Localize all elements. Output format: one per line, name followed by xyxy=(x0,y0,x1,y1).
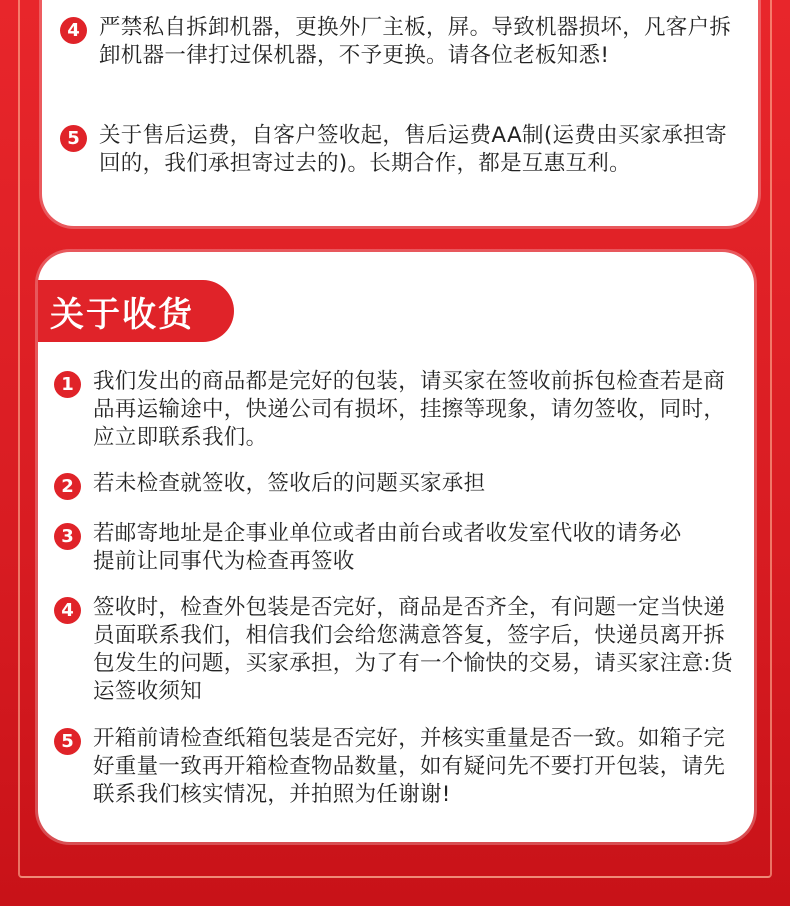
item-text: 关于售后运费，自客户签收起，售后运费AA制(运费由买家承担寄回的，我们承担寄过去的)。长期合作，都是互惠互利。 xyxy=(99,123,727,176)
item-text: 开箱前请检查纸箱包装是否完好，并核实重量是否一致。如箱子完好重量一致再开箱检查物品数量，如有疑问先不要打开包装，请先联系我们核实情况，并拍照为任谢谢! xyxy=(93,726,726,807)
item-text: 若邮寄地址是企事业单位或者由前台或者收发室代收的请务必提前让同事代为检查再签收 xyxy=(93,521,682,574)
number-badge: 3 xyxy=(54,523,81,550)
number-badge: 4 xyxy=(54,597,81,624)
list-item xyxy=(60,14,750,70)
number-badge: 5 xyxy=(54,728,81,755)
section-title: 关于收货 xyxy=(38,280,234,342)
number-badge: 5 xyxy=(60,125,87,152)
list-item xyxy=(54,368,754,452)
number-badge: 2 xyxy=(54,473,81,500)
list-item xyxy=(54,594,754,706)
list-item xyxy=(54,470,754,500)
item-text: 严禁私自拆卸机器，更换外厂主板，屏。导致机器损坏，凡客户拆卸机器一律打过保机器，不予更换。请各位老板知悉! xyxy=(99,15,732,68)
number-badge: 4 xyxy=(60,17,87,44)
list-item xyxy=(60,122,750,178)
item-text: 签收时，检查外包装是否完好，商品是否齐全，有问题一定当快递员面联系我们，相信我们会给您满意答复，签字后，快递员离开拆包发生的问题，买家承担，为了有一个愉快的交易，请买家注意:货运签收须知 xyxy=(93,595,733,704)
item-text: 若未检查就签收，签收后的问题买家承担 xyxy=(93,471,486,496)
list-item xyxy=(54,520,754,576)
number-badge: 1 xyxy=(54,371,81,398)
list-item xyxy=(54,725,754,809)
item-text: 我们发出的商品都是完好的包装，请买家在签收前拆包检查若是商品再运输途中，快递公司有损坏，挂擦等现象，请勿签收，同时，应立即联系我们。 xyxy=(93,369,726,450)
